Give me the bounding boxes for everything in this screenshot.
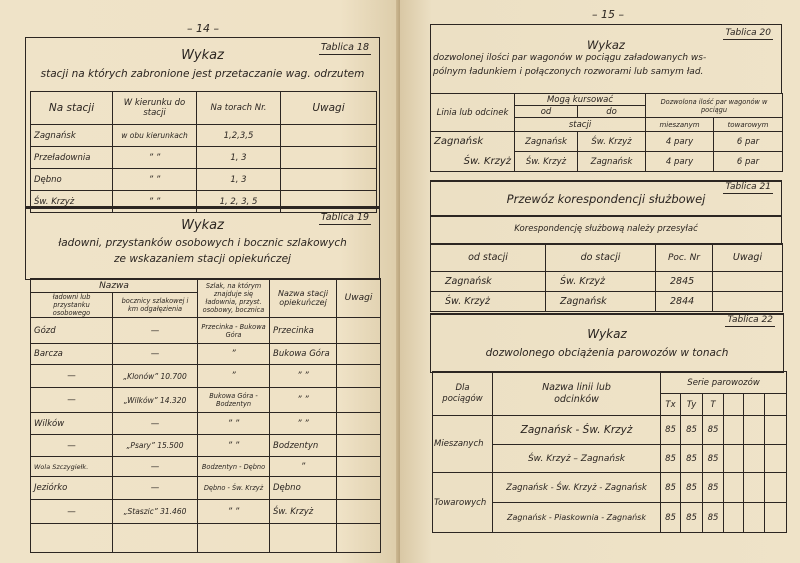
divider xyxy=(431,215,781,217)
cell xyxy=(337,318,381,344)
table-19 xyxy=(25,207,380,280)
cell xyxy=(765,445,787,473)
cell: Dębno xyxy=(270,477,337,500)
cell: Św. Krzyż xyxy=(31,191,113,213)
cell: Bukowa Góra xyxy=(270,344,337,365)
cell: Zagnańsk xyxy=(431,132,515,152)
cell: 85 xyxy=(661,473,681,503)
cell: 85 xyxy=(703,445,724,473)
cell: 85 xyxy=(661,416,681,445)
table-20 xyxy=(430,24,782,94)
series-header xyxy=(744,394,765,416)
cell xyxy=(270,524,337,553)
cell: ” xyxy=(198,344,270,365)
cell: Św. Krzyż xyxy=(546,272,656,292)
col-header: do xyxy=(578,106,646,118)
table-row xyxy=(31,435,381,457)
col-group-header: Dozwolona ilość par wagonów w pociągu xyxy=(646,94,783,118)
table-tag: Tablica 19 xyxy=(320,212,369,223)
cell xyxy=(337,388,381,413)
cell xyxy=(337,435,381,457)
col-header: Nazwa stacji opiekuńczej xyxy=(270,279,337,318)
col-header: do stacji xyxy=(546,244,656,272)
cell: 85 xyxy=(681,473,703,503)
cell: ” ” xyxy=(198,413,270,435)
cell: Św. Krzyż – Zagnańsk xyxy=(493,445,661,473)
cell: 85 xyxy=(703,416,724,445)
cell: Zagnańsk - Św. Krzyż - Zagnańsk xyxy=(493,473,661,503)
instruction-text: Korespondencję służbową należy przesyłać xyxy=(514,224,698,234)
cell: 85 xyxy=(661,503,681,533)
cell xyxy=(724,473,744,503)
cell: Dębno - Św. Krzyż xyxy=(198,477,270,500)
cell: ” ” xyxy=(198,500,270,524)
cell: Św. Krzyż xyxy=(515,152,578,172)
cell xyxy=(337,457,381,477)
table-title: Wykaz xyxy=(587,38,625,52)
cell: 4 pary xyxy=(646,132,714,152)
table-tag: Tablica 18 xyxy=(320,42,369,53)
col-header: Dla pociągów xyxy=(433,372,493,416)
group-label: Mieszanych xyxy=(433,416,493,473)
series-header: Tx xyxy=(661,394,681,416)
table-row xyxy=(433,473,787,503)
cell: „Staszic” 31.460 xyxy=(113,500,198,524)
col-group-header: Serie parowozów xyxy=(661,372,787,394)
cell: 85 xyxy=(661,445,681,473)
table-subtitle: ze wskazaniem stacji opiekuńczej xyxy=(114,253,291,265)
cell: Zagnańsk xyxy=(578,152,646,172)
cell: 6 par xyxy=(714,152,783,172)
cell: ” ” xyxy=(270,365,337,388)
col-header: od xyxy=(515,106,578,118)
table-row xyxy=(31,388,381,413)
table-subtitle: stacji na których zabronione jest przetaczanie wag. odrzutem xyxy=(40,68,365,80)
cell: — xyxy=(113,477,198,500)
cell xyxy=(765,503,787,533)
cell: 85 xyxy=(681,503,703,533)
table-subtitle: dozwolonej ilości par wagonów w pociągu załadowanych ws- xyxy=(433,53,707,63)
cell: 85 xyxy=(681,416,703,445)
cell: — xyxy=(113,318,198,344)
cell: 2845 xyxy=(656,272,713,292)
table-title: Wykaz xyxy=(181,48,224,63)
cell: Zagnańsk xyxy=(546,292,656,312)
cell: Bukowa Góra - Bodzentyn xyxy=(198,388,270,413)
cell xyxy=(281,125,377,147)
cell: — xyxy=(31,365,113,388)
cell: Św. Krzyż xyxy=(431,292,546,312)
table-21-grid xyxy=(430,243,783,312)
cell xyxy=(713,272,783,292)
col-header: Uwagi xyxy=(713,244,783,272)
cell: — xyxy=(31,500,113,524)
col-header: bocznicy szlakowej i km odgałęzienia xyxy=(113,293,198,318)
group-label: Towarowych xyxy=(433,473,493,533)
table-row xyxy=(31,413,381,435)
col-header: Poc. Nr xyxy=(656,244,713,272)
cell: Przecinka - Bukowa Góra xyxy=(198,318,270,344)
cell: ” ” xyxy=(113,169,197,191)
col-header: Uwagi xyxy=(337,279,381,318)
table-title: Wykaz xyxy=(181,218,224,233)
table-20-grid xyxy=(430,93,783,172)
table-22-grid xyxy=(432,371,787,533)
page-number: – 14 – xyxy=(187,22,219,35)
cell: Zagnańsk xyxy=(31,125,113,147)
cell: 1, 2, 3, 5 xyxy=(197,191,281,213)
cell: Bodzentyn xyxy=(270,435,337,457)
cell xyxy=(337,524,381,553)
table-row xyxy=(431,292,783,312)
table-title: Wykaz xyxy=(587,327,627,341)
col-header: od stacji xyxy=(431,244,546,272)
table-19-grid xyxy=(30,278,381,553)
cell xyxy=(337,477,381,500)
cell xyxy=(744,503,765,533)
cell: „Klonów” 10.700 xyxy=(113,365,198,388)
cell: Bodzentyn - Dębno xyxy=(198,457,270,477)
cell xyxy=(744,416,765,445)
cell: Wilków xyxy=(31,413,113,435)
table-row xyxy=(31,344,381,365)
cell xyxy=(281,169,377,191)
cell: „Wilków” 14.320 xyxy=(113,388,198,413)
table-subtitle: dozwolonego obciążenia parowozów w tonach xyxy=(485,347,729,359)
table-22 xyxy=(430,313,784,373)
series-header xyxy=(724,394,744,416)
cell: Zagnańsk xyxy=(431,272,546,292)
cell: 1, 3 xyxy=(197,147,281,169)
table-tag: Tablica 21 xyxy=(725,182,771,192)
table-row xyxy=(31,524,381,553)
col-group-header: Nazwa xyxy=(31,279,198,293)
cell: — xyxy=(31,388,113,413)
table-row xyxy=(431,152,783,172)
col-group-header: Mogą kursować xyxy=(515,94,646,106)
cell: — xyxy=(113,457,198,477)
cell: Św. Krzyż xyxy=(431,152,515,172)
table-18-grid xyxy=(30,91,377,213)
col-header: Szlak, na którym znajduje się ładownia, przyst. osobowy, bocznica xyxy=(198,279,270,318)
col-header: Uwagi xyxy=(281,92,377,125)
cell: — xyxy=(31,435,113,457)
table-row xyxy=(431,272,783,292)
cell: ” ” xyxy=(113,191,197,213)
table-title: Przewóz korespondencji służbowej xyxy=(506,192,706,206)
cell: ” ” xyxy=(198,435,270,457)
cell xyxy=(31,524,113,553)
table-row xyxy=(431,132,783,152)
table-subtitle: pólnym ładunkiem i połączonych rozworami lub samym ład. xyxy=(433,67,704,77)
table-row xyxy=(31,477,381,500)
cell: 85 xyxy=(681,445,703,473)
table-row xyxy=(31,169,377,191)
cell: Zagnańsk xyxy=(515,132,578,152)
cell xyxy=(113,524,198,553)
cell xyxy=(337,344,381,365)
page-number: – 15 – xyxy=(592,8,624,21)
col-header: towarowym xyxy=(714,118,783,132)
table-row xyxy=(31,318,381,344)
series-header: Ty xyxy=(681,394,703,416)
cell xyxy=(198,524,270,553)
cell: ” ” xyxy=(270,413,337,435)
cell xyxy=(765,473,787,503)
cell: 4 pary xyxy=(646,152,714,172)
cell: Dębno xyxy=(31,169,113,191)
col-header: Linia lub odcinek xyxy=(431,94,515,132)
table-row xyxy=(31,365,381,388)
cell xyxy=(724,503,744,533)
cell: ” ” xyxy=(113,147,197,169)
cell xyxy=(713,292,783,312)
col-header: stacji xyxy=(515,118,646,132)
cell: Wola Szczygiełk. xyxy=(31,457,113,477)
cell: Jeziórko xyxy=(31,477,113,500)
cell: w obu kierunkach xyxy=(113,125,197,147)
cell: — xyxy=(113,344,198,365)
table-tag: Tablica 22 xyxy=(727,315,773,325)
table-row xyxy=(31,457,381,477)
cell: ” ” xyxy=(270,388,337,413)
cell: Św. Krzyż xyxy=(270,500,337,524)
cell: 1,2,3,5 xyxy=(197,125,281,147)
cell xyxy=(765,416,787,445)
table-subtitle: ładowni, przystanków osobowych i bocznic szlakowych xyxy=(58,237,347,249)
cell: Przeładownia xyxy=(31,147,113,169)
cell: Gózd xyxy=(31,318,113,344)
col-header: W kierunku do stacji xyxy=(113,92,197,125)
right-page xyxy=(400,0,800,563)
cell xyxy=(744,445,765,473)
table-21 xyxy=(430,180,782,245)
cell: ” xyxy=(198,365,270,388)
cell xyxy=(744,473,765,503)
col-header: Na stacji xyxy=(31,92,113,125)
series-header: T xyxy=(703,394,724,416)
series-header xyxy=(765,394,787,416)
cell: — xyxy=(113,413,198,435)
cell: Zagnańsk - Św. Krzyż xyxy=(493,416,661,445)
cell xyxy=(337,365,381,388)
cell: 2844 xyxy=(656,292,713,312)
cell xyxy=(724,445,744,473)
cell xyxy=(337,413,381,435)
cell: Przecinka xyxy=(270,318,337,344)
cell: 85 xyxy=(703,503,724,533)
cell: „Psary” 15.500 xyxy=(113,435,198,457)
table-row xyxy=(31,147,377,169)
cell xyxy=(724,416,744,445)
cell: Św. Krzyż xyxy=(578,132,646,152)
col-header: ładowni lub przystanku osobowego xyxy=(31,293,113,318)
col-header: Na torach Nr. xyxy=(197,92,281,125)
cell: Barcza xyxy=(31,344,113,365)
table-row xyxy=(433,416,787,445)
table-tag: Tablica 20 xyxy=(725,28,771,38)
cell: 1, 3 xyxy=(197,169,281,191)
cell xyxy=(281,147,377,169)
col-header: mieszanym xyxy=(646,118,714,132)
cell xyxy=(337,500,381,524)
table-row xyxy=(31,125,377,147)
table-row xyxy=(31,500,381,524)
cell: ” xyxy=(270,457,337,477)
cell: Zagnańsk - Piaskownia - Zagnańsk xyxy=(493,503,661,533)
cell: 85 xyxy=(703,473,724,503)
cell: 6 par xyxy=(714,132,783,152)
col-header: Nazwa linii lub odcinków xyxy=(493,372,661,416)
